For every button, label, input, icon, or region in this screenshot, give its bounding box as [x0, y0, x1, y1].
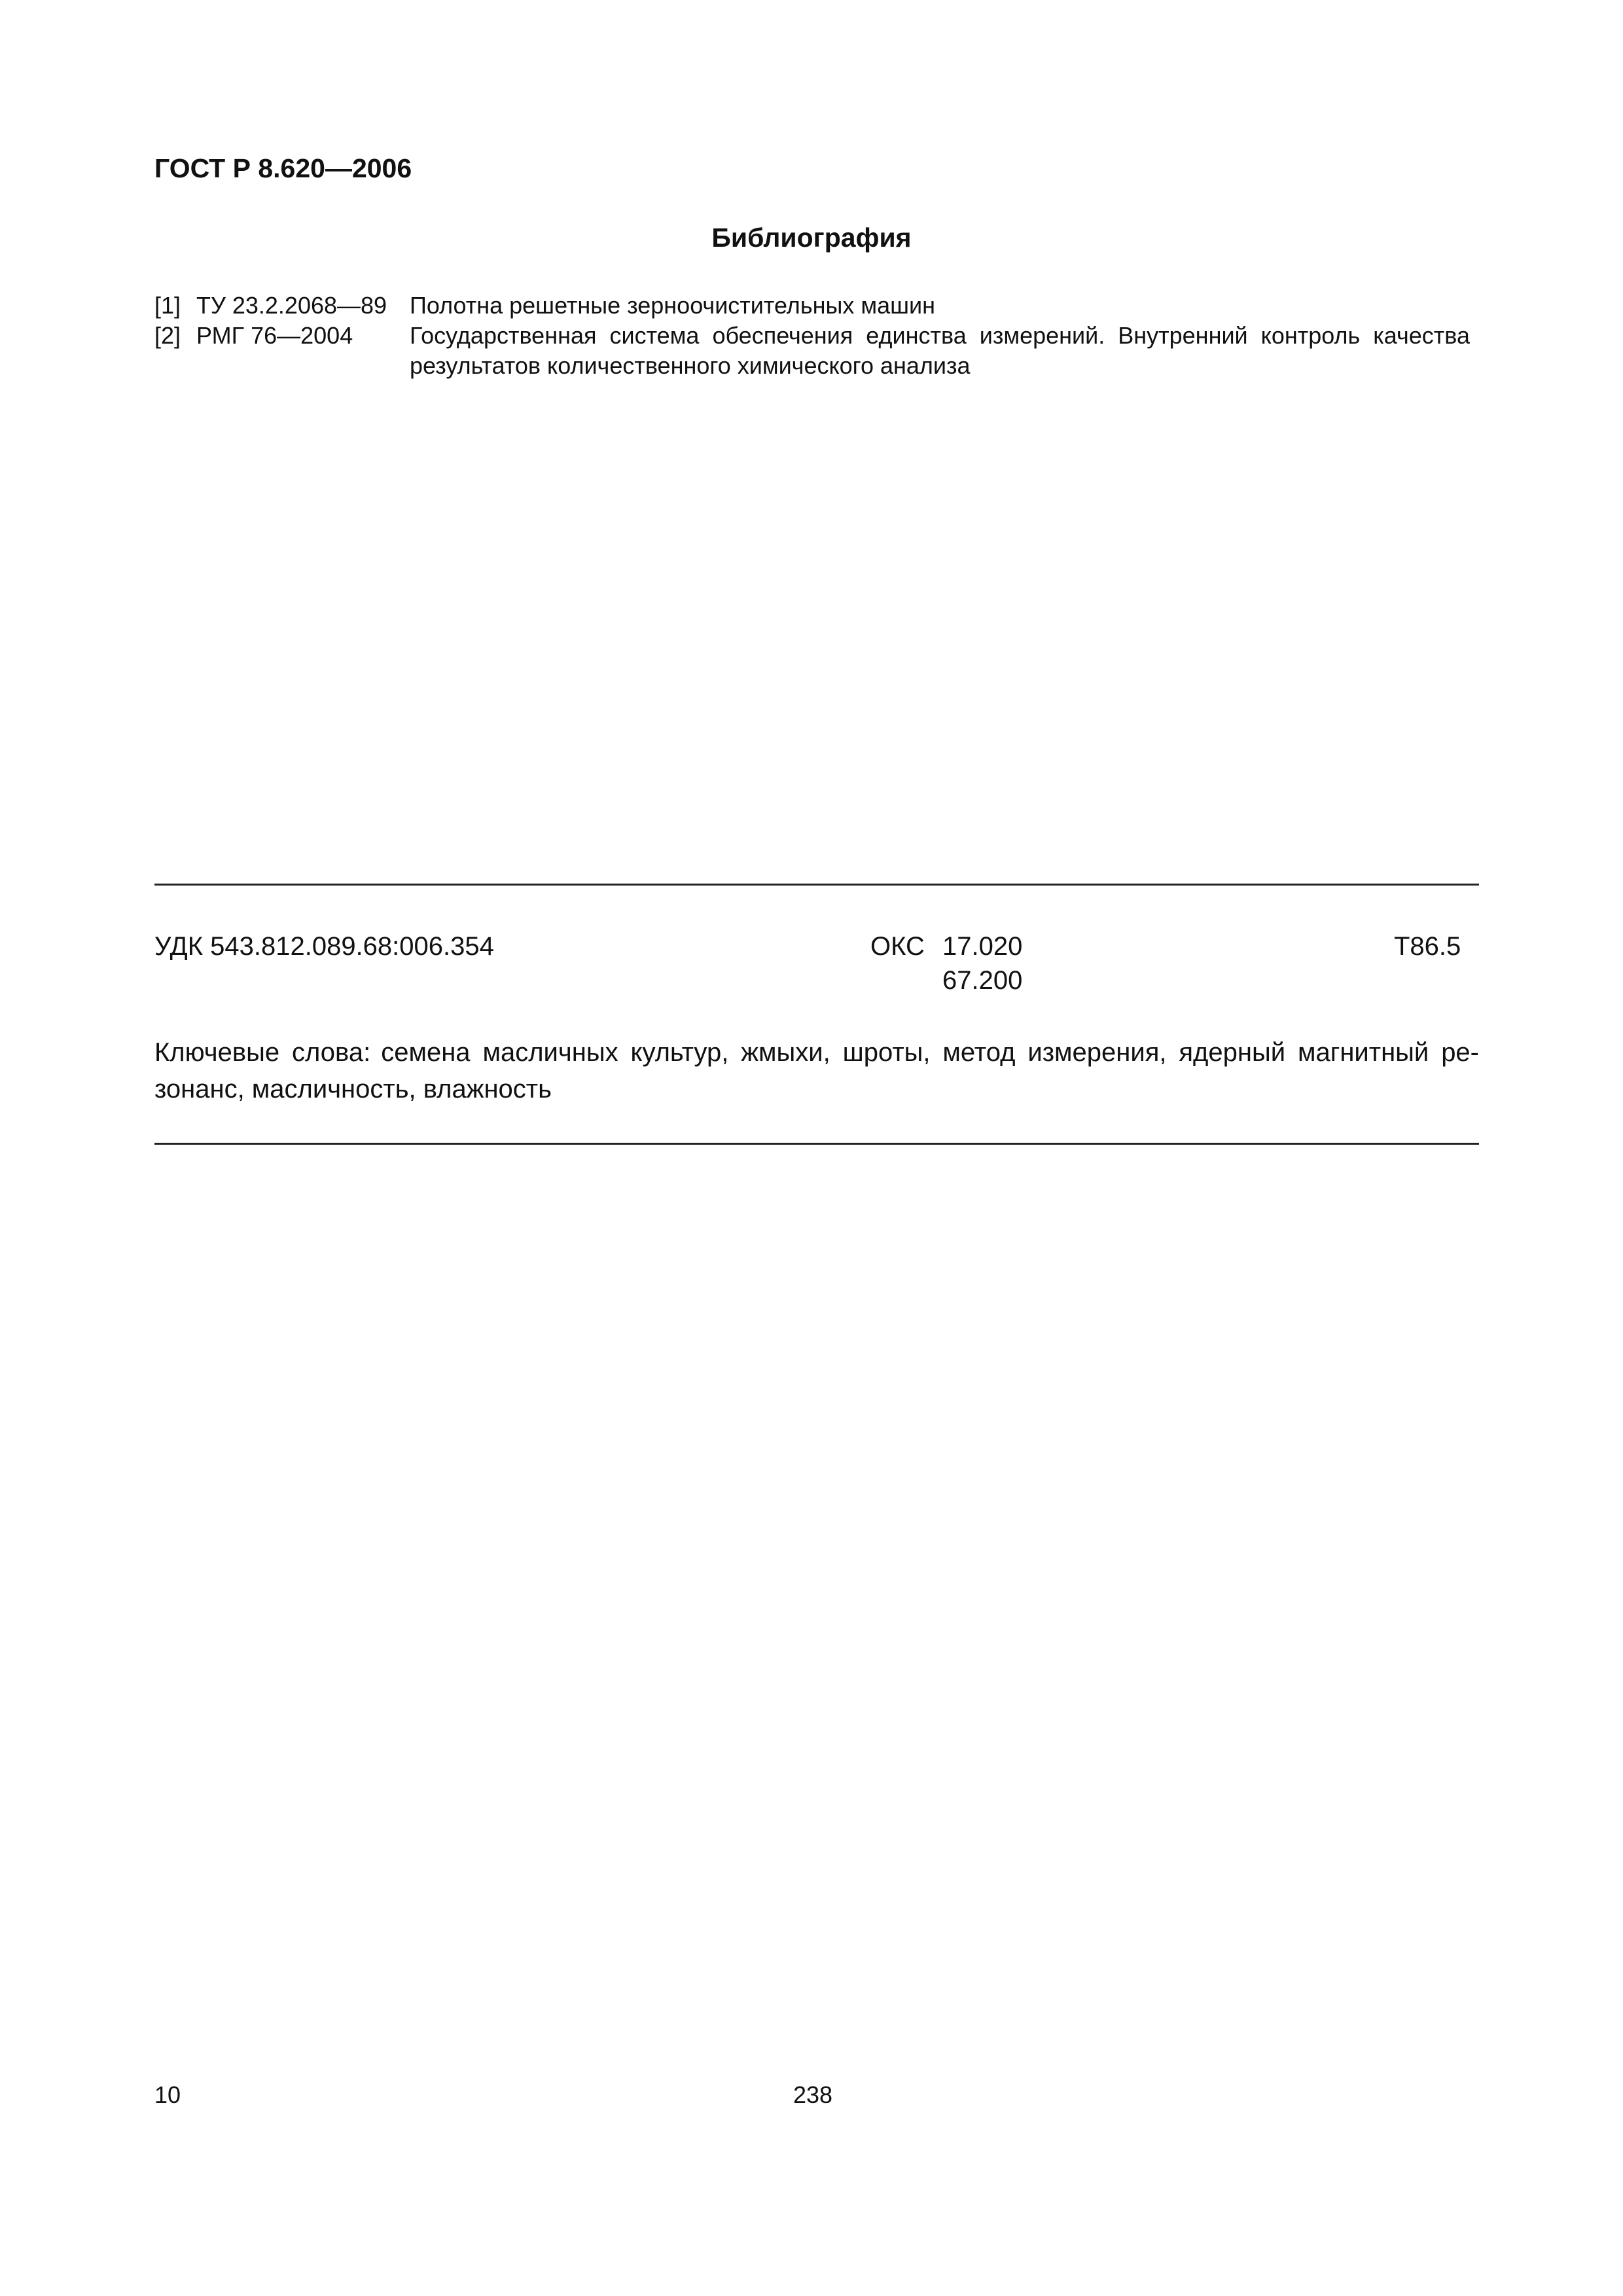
section-title: Библиография [711, 223, 912, 253]
keywords-text: семена масличных культур, жмыхи, шроты, метод измерения, ядерный магнитный ре- зонанс, масличность, влажность [154, 1038, 1480, 1103]
document-code: ГОСТ Р 8.620—2006 [154, 153, 412, 183]
page-number: 10 [154, 2081, 181, 2108]
group-code: Т86.5 [1394, 932, 1461, 961]
divider-bottom [154, 1143, 1479, 1145]
oks-code: 67.200 [942, 966, 1023, 995]
oks-code: 17.020 [942, 932, 1023, 961]
entry-code: ТУ 23.2.2068—89 [196, 292, 387, 319]
entry-title: Государственная система обеспечения единства измерений. Внутренний контроль качества [410, 322, 1470, 349]
keywords-paragraph [154, 1034, 1479, 1107]
entry-title: Полотна решетные зерноочистительных машин [410, 292, 935, 319]
udk-code: УДК 543.812.089.68:006.354 [154, 932, 494, 961]
entry-code: РМГ 76—2004 [196, 322, 353, 349]
entry-number: [1] [154, 292, 181, 319]
divider-top [154, 884, 1479, 886]
keywords-label: Ключевые слова: [154, 1038, 371, 1067]
entry-title-continuation: результатов количественного химического анализа [410, 352, 971, 379]
oks-label: ОКС [870, 932, 925, 961]
sheet-number: 238 [793, 2081, 833, 2108]
entry-number: [2] [154, 322, 181, 349]
